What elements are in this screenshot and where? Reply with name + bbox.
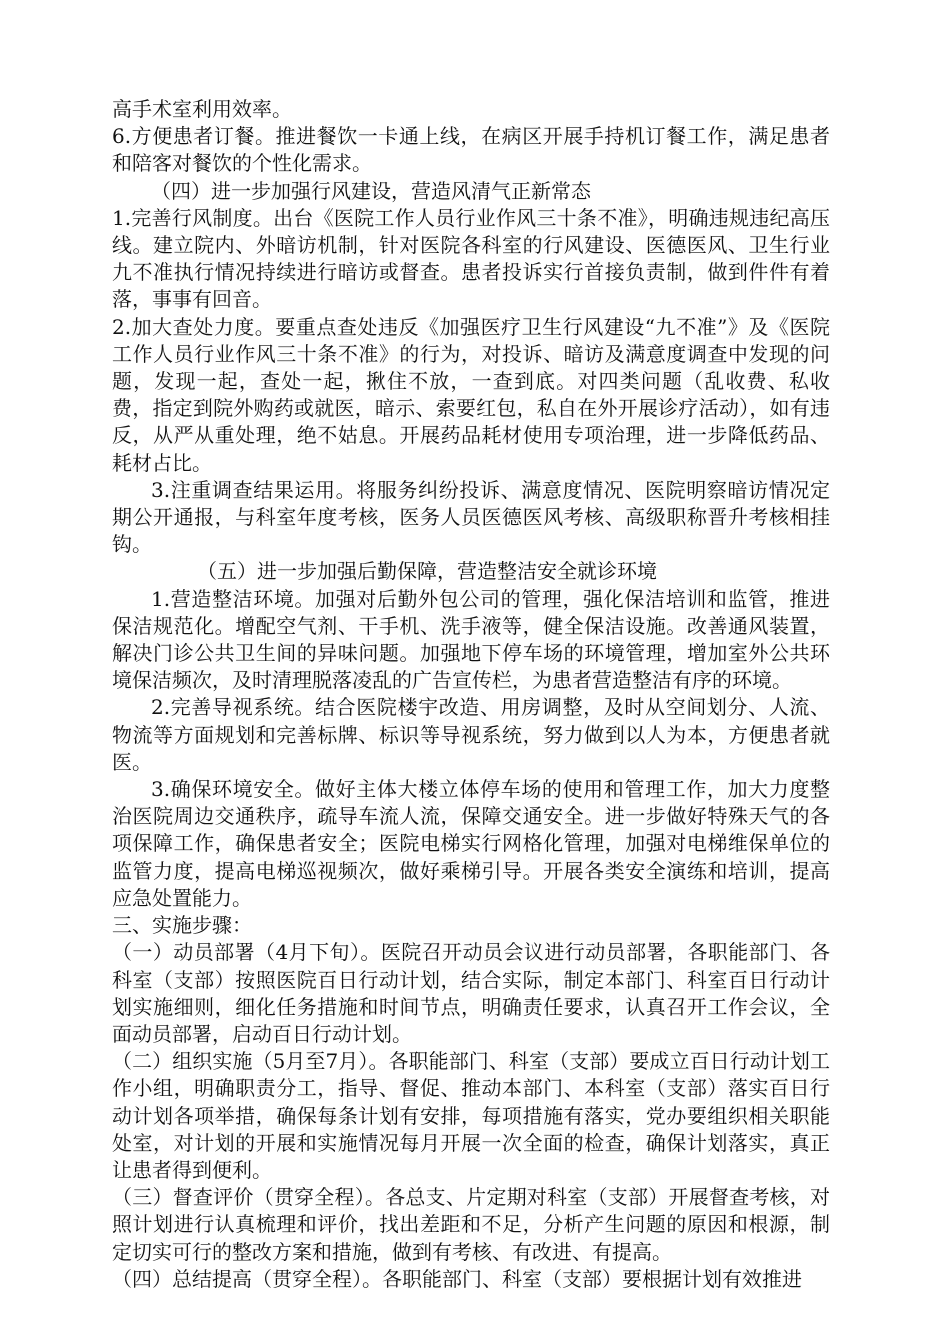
paragraph-item-2-enforcement: 2.加大查处力度。要重点查处违反《加强医疗卫生行风建设“九不准”》及《医院工作人员行业作风三十条不准》的行为，对投诉、暗访及满意度调查中发现的问题，发现一起，查处一起，揪住不放，一查到底。对四类问题（乱收费、私收费，指定到院外购药或就医，暗示、索要红包，私自在外开展诊疗活动），如有违反，从严从重处理，绝不姑息。开展药品耗材使用专项治理，进一步降低药品、耗材占比。 (112, 314, 830, 475)
paragraph-item-1-clean-environment: 1.营造整洁环境。加强对后勤外包公司的管理，强化保洁培训和监管，推进保洁规范化。增配空气剂、干手机、洗手液等，健全保洁设施。改善通风装置，解决门诊公共卫生间的异味问题。加强地下停车场的环境管理，增加室外公共环境保洁频次，及时清理脱落凌乱的广告宣传栏，为患者营造整洁有序的环境。 (112, 586, 830, 693)
paragraph-step-4-summary: （四）总结提高（贯穿全程）。各职能部门、科室（支部）要根据计划有效推进 (112, 1266, 802, 1291)
paragraph-continuation: 高手术室利用效率。 (112, 97, 292, 121)
paragraph-item-3-environment-safety: 3.确保环境安全。做好主体大楼立体停车场的使用和管理工作，加大力度整治医院周边交通秩序，疏导车流人流，保障交通安全。进一步做好特殊天气的各项保障工作，确保患者安全；医院电梯实行网格化管理，加强对电梯维保单位的监管力度，提高电梯巡视频次，做好乘梯引导。开展各类安全演练和培训，提高应急处置能力。 (112, 777, 830, 910)
document-page (112, 96, 830, 1293)
paragraph-item-2-signage-system: 2.完善导视系统。结合医院楼宇改造、用房调整，及时从空间划分、人流、物流等方面规划和完善标牌、标识等导视系统，努力做到以人为本，方便患者就医。 (112, 695, 830, 774)
section-heading-4: （四）进一步加强行风建设，营造风清气正新常态 (151, 178, 591, 203)
section-heading-5: （五）进一步加强后勤保障，营造整洁安全就诊环境 (197, 559, 657, 584)
paragraph-step-2-implementation: （二）组织实施（5月至7月）。各职能部门、科室（支部）要成立百日行动计划工作小组，明确职责分工，指导、督促、推动本部门、本科室（支部）落实百日行动计划各项举措，确保每条计划有安排，每项措施有落实，党办要组织相关职能处室，对计划的开展和实施情况每月开展一次全面的检查，确保计划落实，真正让患者得到便利。 (112, 1049, 830, 1182)
section-heading-implementation-steps: 三、实施步骤： (112, 913, 252, 938)
paragraph-step-3-supervision: （三）督查评价（贯穿全程）。各总支、片定期对科室（支部）开展督查考核，对照计划进行认真梳理和评价，找出差距和不足，分析产生问题的原因和根源，制定切实可行的整改方案和措施，做到有考核、有改进、有提高。 (112, 1185, 830, 1264)
paragraph-item-1-conduct-rules: 1.完善行风制度。出台《医院工作人员行业作风三十条不准》，明确违规违纪高压线。建立院内、外暗访机制，针对医院各科室的行风建设、医德医风、卫生行业九不准执行情况持续进行暗访或督查。患者投诉实行首接负责制，做到件件有着落，事事有回音。 (112, 205, 830, 312)
paragraph-item-6-meal-ordering: 6.方便患者订餐。推进餐饮一卡通上线，在病区开展手持机订餐工作，满足患者和陪客对餐饮的个性化需求。 (112, 124, 830, 176)
paragraph-item-3-survey-results: 3.注重调查结果运用。将服务纠纷投诉、满意度情况、医院明察暗访情况定期公开通报，与科室年度考核，医务人员医德医风考核、高级职称晋升考核相挂钩。 (112, 477, 830, 557)
paragraph-step-1-mobilization: （一）动员部署（4月下旬）。医院召开动员会议进行动员部署，各职能部门、各科室（支部）按照医院百日行动计划，结合实际，制定本部门、科室百日行动计划实施细则，细化任务措施和时间节点，明确责任要求，认真召开工作会议，全面动员部署，启动百日行动计划。 (112, 940, 830, 1046)
